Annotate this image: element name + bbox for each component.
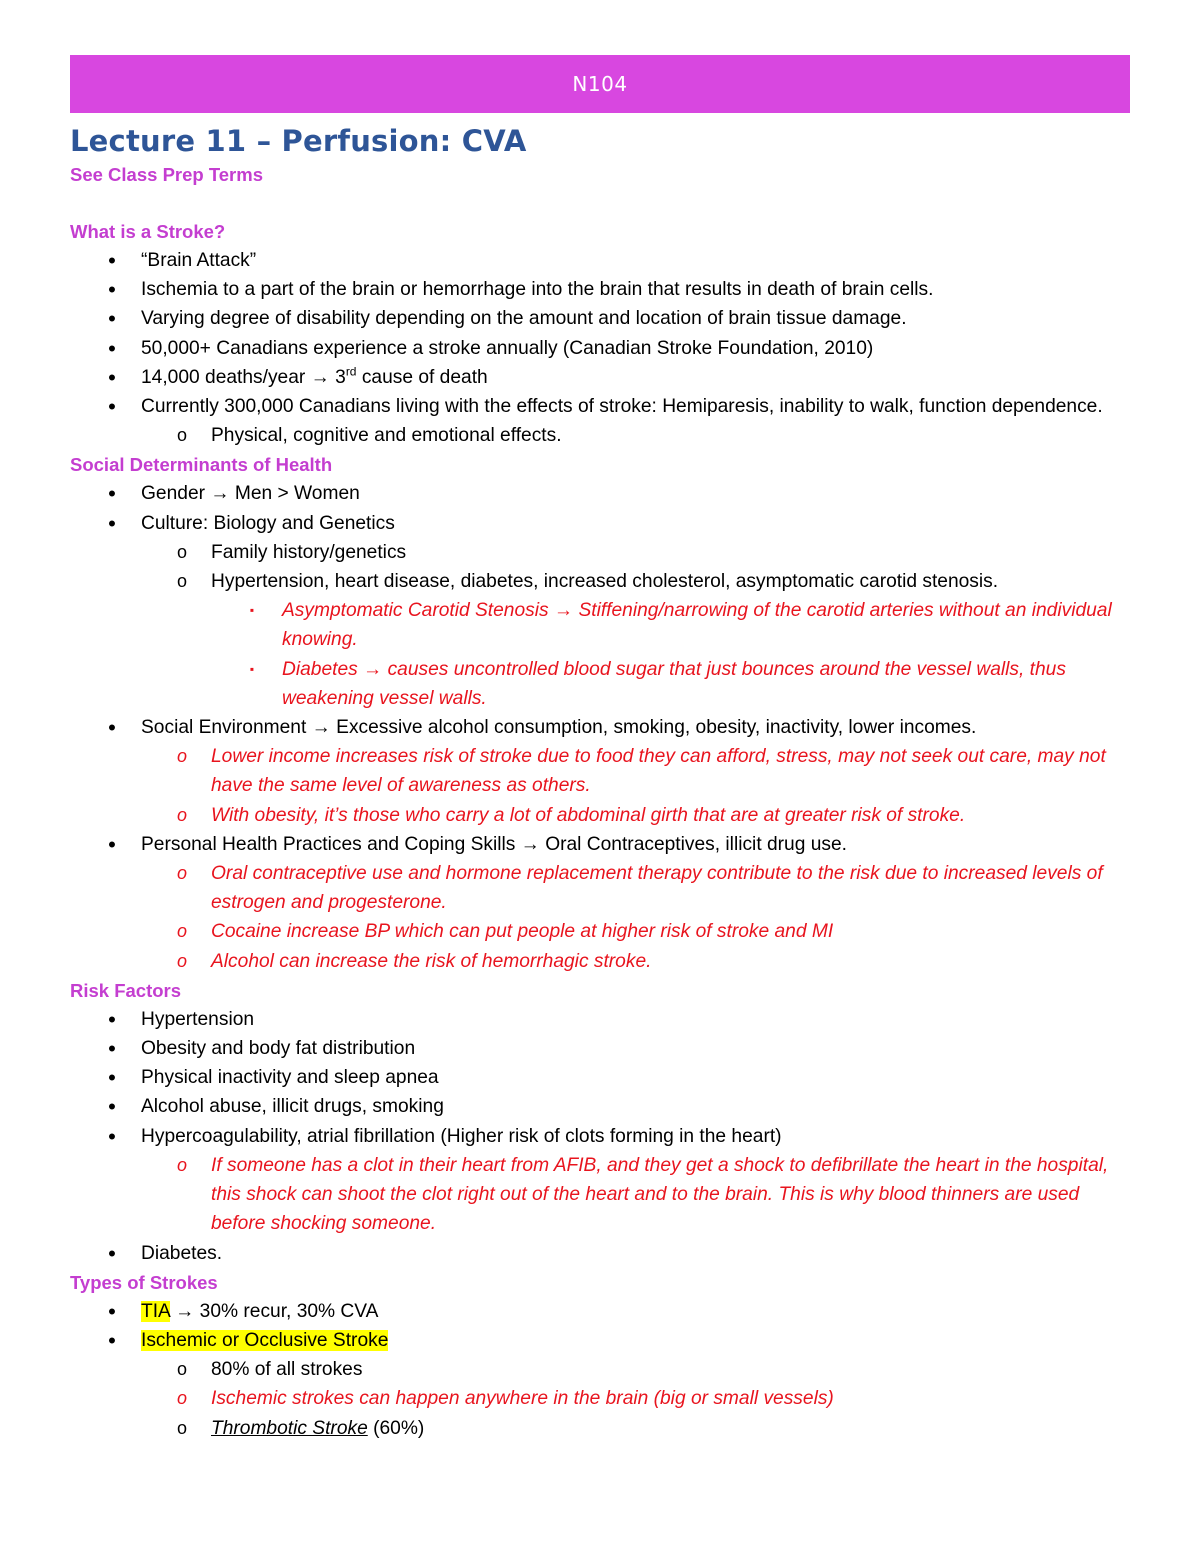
list-item: • Ischemia to a part of the brain or hemorrhage into the brain that results in death of brain cells. (108, 277, 934, 303)
page-title: Lecture 11 – Perfusion: CVA (70, 124, 527, 158)
risk-list (70, 1005, 1135, 1268)
list-item: o Cocaine increase BP which can put people at higher risk of stroke and MI (176, 921, 834, 943)
list-item: • Gender → Men > Women (108, 481, 360, 507)
types-list (70, 1297, 1135, 1443)
list-item: o Lower income increases risk of stroke due to food they can afford, stress, may not seek out care, may not have the same level of awareness as others. (176, 746, 1106, 797)
section-heading-risk: Risk Factors (70, 979, 182, 1001)
section-heading-sdoh: Social Determinants of Health (70, 454, 333, 476)
list-item: o If someone has a clot in their heart from AFIB, and they get a shock to defibrillate the heart in the hospital, this shock can shoot the clot right out of the heart and to the brain. This is why blood thinners are used before shocking someone. (176, 1154, 1109, 1235)
list-item: o Ischemic strokes can happen anywhere in the brain (big or small vessels) (176, 1388, 834, 1410)
list-item: • TIA → 30% recur, 30% CVA (108, 1298, 379, 1324)
list-item: o Physical, cognitive and emotional effects. (176, 425, 562, 447)
list-item: • Hypertension (108, 1006, 255, 1032)
list-item: o With obesity, it’s those who carry a lot of abdominal girth that are at greater risk of stroke. (176, 804, 966, 826)
list-item: • Varying degree of disability depending on the amount and location of brain tissue damage. (108, 306, 907, 332)
list-item: o Alcohol can increase the risk of hemorrhagic stroke. (176, 950, 652, 972)
list-item: ▪ Diabetes → causes uncontrolled blood sugar that just bounces around the vessel walls, thus weakening vessel walls. (249, 658, 1066, 709)
list-item: • Culture: Biology and Genetics (108, 510, 395, 536)
list-item: • 50,000+ Canadians experience a stroke annually (Canadian Stroke Foundation, 2010) (108, 335, 874, 361)
list-item: • Ischemic or Occlusive Stroke (108, 1327, 389, 1353)
list-item: • “Brain Attack” (108, 248, 257, 273)
list-item: • Personal Health Practices and Coping Skills → Oral Contraceptives, illicit drug use. (108, 831, 847, 857)
list-item: • Currently 300,000 Canadians living with the effects of stroke: Hemiparesis, inability to walk, function dependence. (108, 394, 1103, 420)
stroke-list (70, 246, 1135, 450)
subtitle: See Class Prep Terms (70, 164, 263, 185)
sdoh-list (70, 479, 1135, 975)
section-heading-types: Types of Strokes (70, 1271, 218, 1293)
list-item: ▪ Asymptomatic Carotid Stenosis → Stiffening/narrowing of the carotid arteries without an individual knowing. (249, 600, 1112, 651)
document-body (70, 122, 1135, 1443)
list-item: o Thrombotic Stroke (60%) (176, 1417, 425, 1439)
header-bar (70, 55, 1130, 113)
list-item: • Obesity and body fat distribution (108, 1036, 416, 1062)
list-item: • Social Environment → Excessive alcohol consumption, smoking, obesity, inactivity, lower incomes. (108, 715, 977, 741)
list-item: • Physical inactivity and sleep apnea (108, 1065, 439, 1091)
section-heading-stroke: What is a Stroke? (70, 221, 226, 242)
list-item: o Family history/genetics (176, 541, 407, 563)
list-item: o 80% of all strokes (176, 1359, 363, 1381)
course-code: N104 (572, 72, 628, 96)
list-item: • 14,000 deaths/year → 3rd cause of death (108, 364, 488, 390)
list-item: • Hypercoagulability, atrial fibrillation (Higher risk of clots forming in the heart) (108, 1123, 782, 1149)
list-item: o Oral contraceptive use and hormone replacement therapy contribute to the risk due to increased levels of estrogen and progesterone. (176, 863, 1103, 914)
list-item: o Hypertension, heart disease, diabetes, increased cholesterol, asymptomatic carotid stenosis. (176, 571, 999, 593)
list-item: • Alcohol abuse, illicit drugs, smoking (108, 1094, 444, 1120)
list-item: • Diabetes. (108, 1240, 223, 1266)
